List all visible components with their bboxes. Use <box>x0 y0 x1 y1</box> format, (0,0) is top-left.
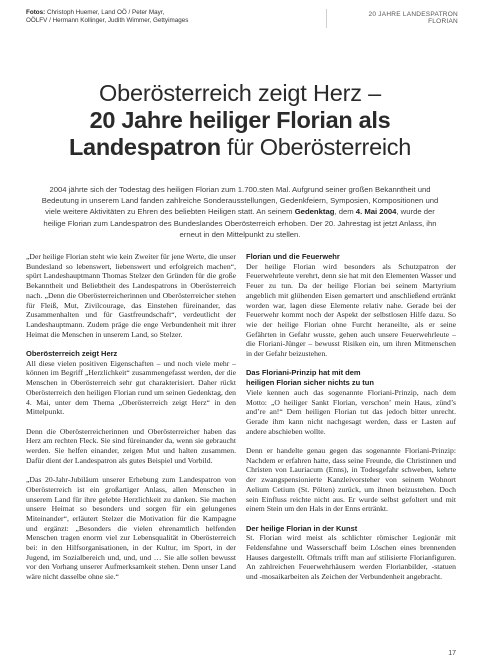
running-head: 20 JAHRE LANDESPATRON FLORIAN <box>368 11 458 25</box>
credits-line-1: Christoph Huemer, Land OÖ / Peter Mayr, <box>47 9 165 16</box>
lead-part-1: 2004 jährte sich der Todestag des heiligen Florian zum 1.700.sten Mal. Aufgrund seiner großen Bekanntheit und Bedeutung in unserem Land fanden zahlreiche Sonderausstellungen, Gedenkfeiern, Symposien, Kompositionen und viele weitere Aktivitäten zu Ehren des beliebten Heiligen statt. An seinem <box>41 185 439 217</box>
title-line-2: 20 Jahre heiliger Florian als <box>89 107 391 133</box>
body-paragraph: Denn er handelte genau gegen das sogenannte Floriani-Prinzip: Nachdem er erfahren hatte, dass seine Freunde, die Christinnen und Christen von Lauriacum (Enns), in Todesgefahr schweben, kehrte der zwangspensionierte Kanzleivorsteher von seinem Wohnort Aelium Cetium (St. Pölten) zurück, um ihnen beizustehen. Doch sein Einfluss reichte nicht aus. Er wurde selbst gefoltert und mit einem Stein um den Hals in der Enns ertränkt. <box>246 446 456 514</box>
section-heading: Der heilige Florian in der Kunst <box>246 523 358 533</box>
body-paragraph: „Der heilige Florian steht wie kein Zweiter für jene Werte, die unser Bundesland so lebenswert, liebenswert und erfolgreich machen“, spürt Landeshauptmann Thomas Stelzer den Gründen für die große Bekanntheit und Beliebtheit des Landespatrons in Oberösterreich nach. „Denn die Oberösterreicherinnen und Oberösterreicher stehen für Fleiß, Mut, Zivilcourage, das Einstehen füreinander, das Zusammenhalten und für Gastfreundschaft“, verdeutlicht der Landeshauptmann. Zudem präge die enge Verbundenheit mit ihrer Heimat die Menschen in unserem Land, so Stelzer. <box>26 252 236 339</box>
credits-label: Fotos <box>26 9 44 16</box>
title-line-1: Oberösterreich zeigt Herz – <box>99 80 381 106</box>
section-heading: heiligen Florian sicher nichts zu tun <box>246 378 374 388</box>
lead-part-3: , wurde der heilige Florian zum Landespatron des Bundeslandes Oberösterreich erhoben. Der 20. Jahrestag ist jetzt Anlass, ihn erneut in den Mittelpunkt zu stellen. <box>43 207 437 239</box>
body-paragraph: „Das 20-Jahr-Jubiläum unserer Erhebung zum Landespatron von Oberösterreich ist ein großartiger Anlass, allen Menschen in unserem Land für ihre gelebte Herzlichkeit zu danken. Sie machen unsere Heimat so besonders und sorgen für ein gelungenes Miteinander“, erläutert Stelzer die Motivation für die Kampagne und ergänzt: „Besonders die vielen ehrenamtlich helfenden Menschen tragen enorm viel zur Lebensqualität in Oberösterreich bei: in den Hilfsorganisationen, in der Kultur, im Sport, in der Jugend, im Sozialbereich und, und, und … Sie alle sollen bewusst vor den Vorhang unserer Aufmerksamkeit stehen. Denn unser Land wäre nicht dasselbe ohne sie.“ <box>26 475 236 582</box>
body-paragraph: St. Florian wird meist als schlichter römischer Legionär mit Feldensfahne und Wasserschaff beim Löschen eines brennenden Hauses dargestellt. Oftmals trifft man auf stilisierte Florianfiguren. An zahlreichen Feuerwehrhäusern werden Florianbilder, -statuen und -mosaikarbeiten als Zeichen der Verbundenheit angebracht. <box>246 533 456 582</box>
header-divider <box>326 9 327 28</box>
right-column <box>246 252 456 592</box>
body-paragraph: Denn die Oberösterreicherinnen und Oberösterreicher haben das Herz am rechten Fleck. Sie sind füreinander da, wenn sie gebraucht werden. Sie helfen einander, zeigen Mut und halten zusammen. Dafür dient der Landespatron als gutes Beispiel und Vorbild. <box>26 426 236 465</box>
lead-bold-2: 4. Mai 2004 <box>355 207 397 217</box>
article-title <box>26 80 454 161</box>
body-paragraph: Viele kennen auch das sogenannte Floriani-Prinzip, nach dem Motto: „O heiliger Sankt Florian, verschon’ mein Haus, zünd’s and’re an!“ Dem heiligen Florian tut das jedoch bitter unrecht. Gerade ihm kann nicht nachgesagt werden, dass er Lasten auf andere abschieben wollte. <box>246 387 456 436</box>
photo-credits: Fotos: Christoph Huemer, Land OÖ / Peter Mayr, OÖLFV / Hermann Kollinger, Judith Wimmer, Gettyimages <box>26 9 189 25</box>
left-column <box>26 252 236 592</box>
title-line-3-rest: für Oberösterreich <box>220 134 411 160</box>
lead-paragraph <box>40 184 440 240</box>
title-line-3-bold: Landespatron <box>69 134 221 160</box>
body-paragraph: All diese vielen positiven Eigenschaften – und noch viele mehr – können im Begriff „Herzlichkeit“ zusammengefasst werden, der die Menschen in Oberösterreich sehr gut charakterisiert. Daher rückt Oberösterreich den heiligen Florian rund um seinen Gedenktag, den 4. Mai, unter dem Thema „Oberösterreich zeigt Herz“ in den Mittelpunkt. <box>26 358 236 417</box>
body-paragraph: Der heilige Florian wird besonders als Schutzpatron der Feuerwehrleute verehrt, denn sie hat mit den Elementen Wasser und Feuer zu tun. Da der heilige Florian bei seinem Martyrium angeblich mit glühenden Eisen gemartert und anschließend ertränkt worden war, lagen diese Elemente relativ nahe. Gerade bei der Feuerwehr kommt noch der Aspekt der selbstlosen Hilfe dazu. So wie der heilige Florian ohne Furcht heraneilte, als er seine Gefährten in Gefahr wusste, gehen auch unsere Feuerwehrleute – die Floriani-Jünger – bewusst Risiken ein, um ihren Mitmenschen in der Gefahr beizustehen. <box>246 261 456 359</box>
lead-part-2: , dem <box>334 207 356 217</box>
title-line-3 <box>26 134 454 161</box>
section-heading: Das Floriani-Prinzip hat mit dem <box>246 368 361 378</box>
section-heading: Oberösterreich zeigt Herz <box>26 349 118 359</box>
lead-bold-1: Gedenktag <box>294 207 335 217</box>
section-heading: Florian und die Feuerwehr <box>246 252 340 261</box>
page-number: 17 <box>448 650 456 657</box>
credits-line-2: OÖLFV / Hermann Kollinger, Judith Wimmer, Gettyimages <box>26 17 189 25</box>
